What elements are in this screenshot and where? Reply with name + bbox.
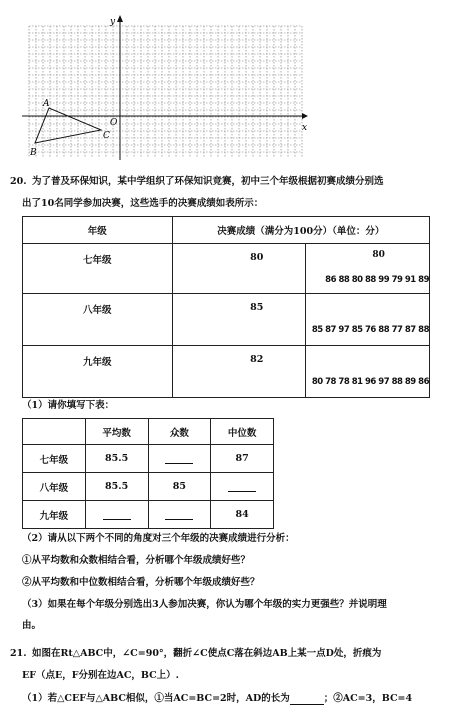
first-score-cell: 85: [172, 294, 306, 346]
grid-lines: [29, 26, 302, 158]
median-cell: 84: [211, 501, 274, 529]
answer-blank[interactable]: [228, 481, 256, 492]
score-list: 85 87 97 85 76 88 77 87 88: [311, 325, 429, 335]
median-cell: 87: [211, 445, 274, 473]
grade-cell: 七年级: [23, 445, 86, 473]
mean-cell: 85.5: [85, 473, 148, 501]
part3-text: （3）如果在每个年级分别选出3人参加决赛，你认为哪个年级的实力更强些？并说明理: [22, 599, 387, 610]
scores-cell: [306, 346, 430, 398]
q21-line3-end: ；②AC=3，BC=4: [323, 693, 413, 704]
score-list: 86 88 80 88 99 79 91 89: [325, 275, 429, 285]
grade-cell: 九年级: [23, 346, 173, 398]
mean-cell: [85, 501, 148, 529]
q21-line3-start: （1）若△CEF与△ABC相似，①当AC=BC=2时，AD的长为: [22, 693, 290, 704]
y-axis-arrow: [117, 15, 123, 22]
sub2-text: ②从平均数和中位数相结合看，分析哪个年级成绩好些？: [22, 577, 260, 588]
mean-cell: 85.5: [85, 445, 148, 473]
point-a-label: A: [43, 99, 50, 109]
top-right-score: 80: [372, 250, 385, 260]
grade-cell: 七年级: [23, 244, 173, 294]
scores-cell: [306, 294, 430, 346]
sub1-text: ①从平均数和众数相结合看，分析哪个年级成绩好些？: [22, 555, 251, 566]
point-b-label: B: [30, 148, 37, 158]
scores-cell: [306, 244, 430, 294]
q21-line1: 如图在Rt△ABC中，∠C=90°，翻折∠C使点C落在斜边AB上某一点D处，折痕为: [32, 648, 382, 659]
median-cell: [211, 473, 274, 501]
coordinate-grid-figure: [22, 12, 312, 162]
stats-header-mode: 众数: [148, 419, 211, 445]
q21-line2: EF（点E，F分别在边AC，BC上）.: [22, 670, 179, 681]
table-row: [23, 473, 274, 501]
point-c-label: C: [103, 131, 110, 141]
mode-cell: 85: [148, 473, 211, 501]
q20-number: 20.: [10, 176, 27, 187]
answer-blank[interactable]: [165, 453, 193, 464]
answer-blank[interactable]: [290, 694, 324, 705]
q20-line1: 为了普及环保知识，某中学组织了环保知识竞赛，初中三个年级根据初赛成绩分别选: [32, 176, 384, 187]
answer-blank[interactable]: [103, 509, 131, 520]
part2-text: （2）请从以下两个不同的角度对三个年级的决赛成绩进行分析：: [22, 533, 295, 544]
stats-header-mean: 平均数: [85, 419, 148, 445]
q21-line3: [22, 693, 412, 705]
mode-cell: [148, 445, 211, 473]
stats-header-median: 中位数: [211, 419, 274, 445]
stats-table: [22, 418, 274, 529]
table-row: [23, 244, 430, 294]
q20-line2: 出了10名同学参加决赛，这些选手的决赛成绩如表所示：: [22, 198, 264, 209]
first-score-cell: 82: [172, 346, 306, 398]
part1-text: （1）请你填写下表：: [22, 400, 115, 411]
stats-header-empty: [23, 419, 86, 445]
origin-label: O: [110, 118, 118, 128]
header-grade: 年级: [23, 217, 173, 244]
mode-cell: [148, 501, 211, 529]
table-row: [23, 346, 430, 398]
score-list: 80 78 78 81 96 97 88 89 86: [311, 377, 429, 387]
x-axis-arrow: [302, 113, 308, 119]
grade-cell: 九年级: [23, 501, 86, 529]
y-axis-label: y: [110, 17, 116, 27]
x-axis-label: x: [302, 123, 308, 133]
table-row: [23, 294, 430, 346]
answer-blank[interactable]: [165, 509, 193, 520]
grade-cell: 八年级: [23, 473, 86, 501]
grade-cell: 八年级: [23, 294, 173, 346]
part3b-text: 由。: [22, 620, 42, 631]
table-row: [23, 445, 274, 473]
results-table: [22, 216, 430, 398]
q21-number: 21.: [10, 648, 27, 659]
table-row: [23, 501, 274, 529]
header-scores: 决赛成绩（满分为100分）（单位：分）: [172, 217, 429, 244]
first-score-cell: 80: [172, 244, 306, 294]
